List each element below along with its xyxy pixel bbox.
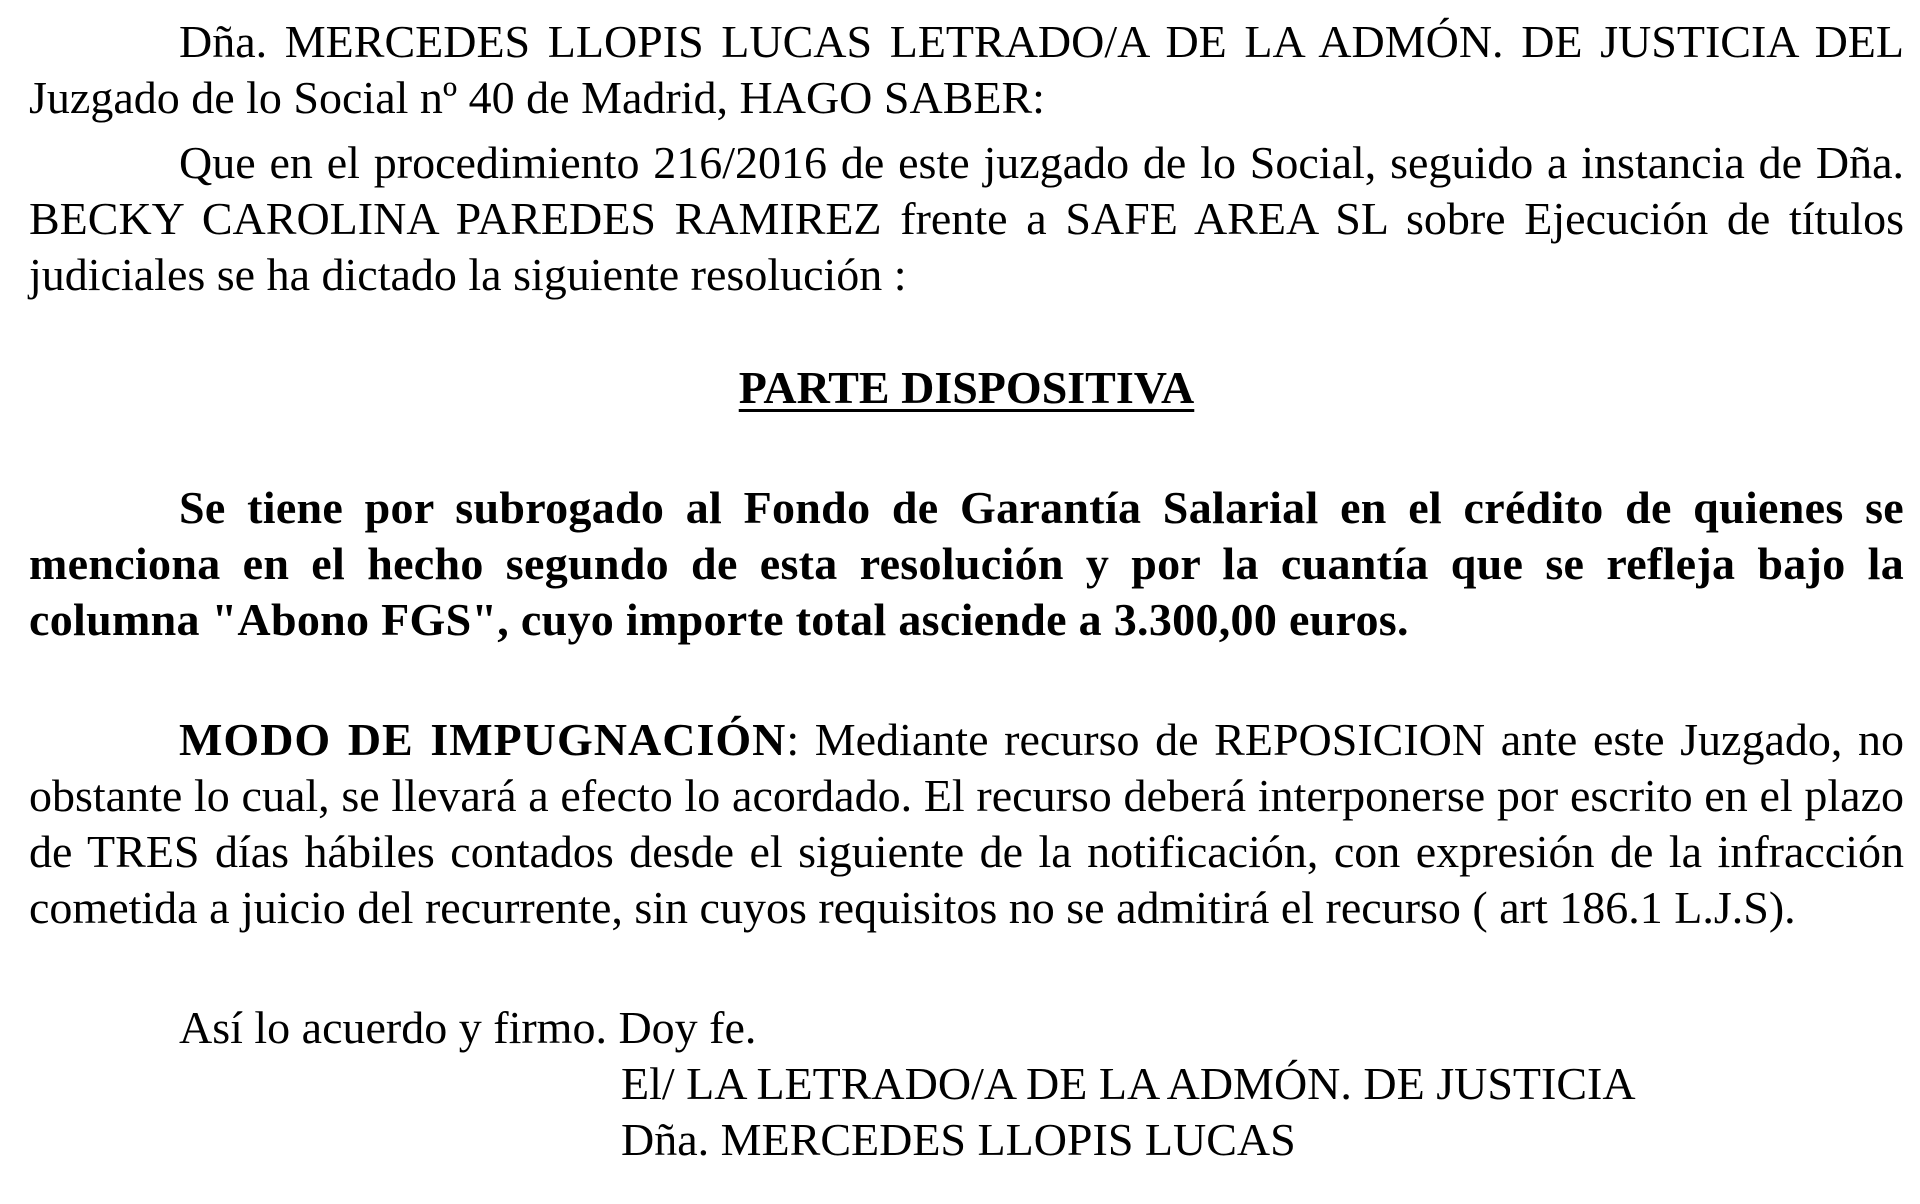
appeal-heading: MODO DE IMPUGNACIÓN [179,714,787,765]
signature-title: El/ LA LETRADO/A DE LA ADMÓN. DE JUSTICIA [621,1058,1636,1109]
appeal-text: : Mediante recurso de REPOSICION ante este Juzgado, no obstante lo cual, se llevará a efecto lo acordado. El recurso deberá interponerse por escrito en el plazo de TRES días hábiles contados desde el siguiente de la notificación, con expresión de la infracción cometida a juicio del recurrente, sin cuyos requisitos no se admitirá el recurso ( art 186.1 L.J.S). [29,714,1905,933]
procedure-paragraph: Que en el procedimiento 216/2016 de este juzgado de lo Social, seguido a instancia de Dña. BECKY CAROLINA PAREDES RAMIREZ frente a SAFE AREA SL sobre Ejecución de títulos judiciales se ha dictado la siguiente resolución : [29,137,1904,300]
section-heading: PARTE DISPOSITIVA [738,362,1195,413]
intro-paragraph: Dña. MERCEDES LLOPIS LUCAS LETRADO/A DE LA ADMÓN. DE JUSTICIA DEL Juzgado de lo Social nº 40 de Madrid, HAGO SABER: [29,16,1904,123]
signature-name: Dña. MERCEDES LLOPIS LUCAS [621,1114,1296,1165]
resolution-paragraph: Se tiene por subrogado al Fondo de Garantía Salarial en el crédito de quienes se menciona en el hecho segundo de esta resolución y por la cuantía que se refleja bajo la columna "Abono FGS", cuyo importe total asciende a 3.300,00 euros. [29,482,1904,645]
appeal-paragraph [29,712,1904,936]
closing-paragraph: Así lo acuerdo y firmo. Doy fe. [179,1002,757,1053]
